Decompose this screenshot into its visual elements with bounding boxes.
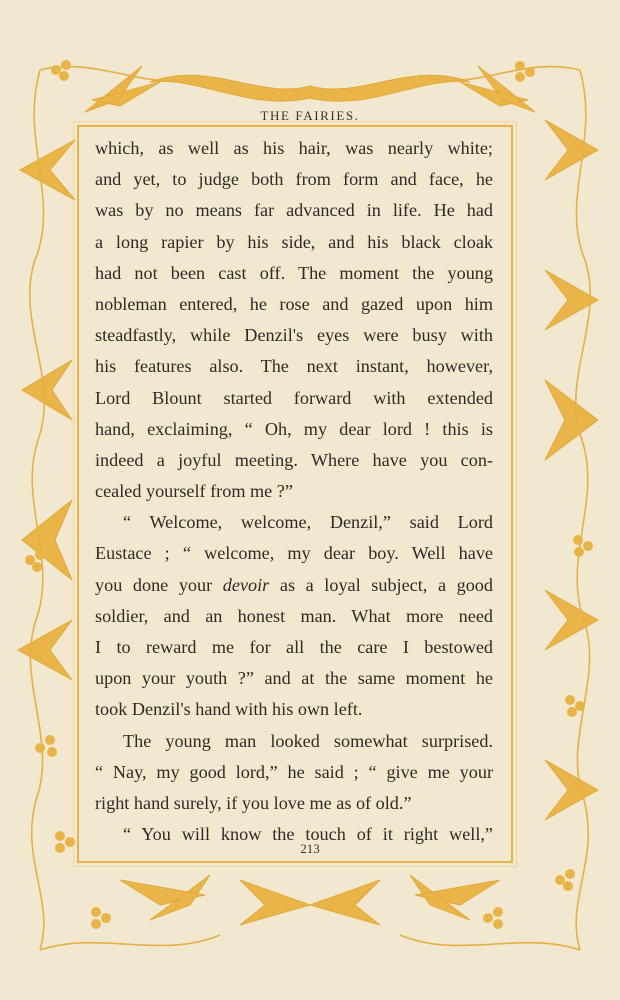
left-spike-ornament-middle <box>22 360 72 420</box>
text-line: I to reward me for all the care I bestowed <box>95 637 493 657</box>
left-spike-ornament-lower <box>18 500 72 680</box>
bottom-spike-ornament-center <box>240 880 380 925</box>
text-line: Lord Blount started forward with extended <box>95 387 493 408</box>
text-line: “ You will know the touch of it right well,” <box>123 824 493 845</box>
text-line: right hand surely, if you love me as of old.” <box>95 792 412 813</box>
text-line: and yet, to judge both from form and face, he <box>95 169 493 190</box>
text-line: which, as well as his hair, was nearly white; <box>95 138 493 158</box>
italic-word: devoir <box>222 574 270 595</box>
text-line: you done your devoir as a loyal subject, a good <box>95 574 493 595</box>
top-vine-ornament <box>40 67 580 81</box>
text-line: his features also. The next instant, however, <box>95 356 493 377</box>
text-line: was by no means far advanced in life. He had <box>95 200 493 221</box>
text-line: took Denzil's hand with his own left. <box>95 699 363 720</box>
text-line: hand, exclaiming, “ Oh, my dear lord ! this is <box>95 418 493 439</box>
text-line: indeed a joyful meeting. Where have you con- <box>95 449 493 470</box>
top-left-spike-ornament <box>85 66 160 112</box>
text-line: upon your youth ?” and at the same moment he <box>95 668 493 689</box>
text-line: a long rapier by his side, and his black cloak <box>95 231 493 252</box>
bottom-spike-ornament-left <box>120 875 210 920</box>
text-line: cealed yourself from me ?” <box>95 481 293 502</box>
top-swag-ornament <box>150 75 470 101</box>
text-line: steadfastly, while Denzil's eyes were busy with <box>95 325 493 346</box>
text-line: “ Welcome, welcome, Denzil,” said Lord <box>123 512 493 533</box>
text-line: had not been cast off. The moment the young <box>95 262 493 283</box>
page-number: 213 <box>300 841 320 856</box>
running-head: THE FAIRIES. <box>260 108 360 123</box>
left-vine-ornament <box>30 70 44 950</box>
top-right-spike-ornament <box>460 66 535 112</box>
body-text <box>95 133 493 850</box>
text-line: Eustace ; “ welcome, my dear boy. Well have <box>95 543 493 564</box>
right-spike-ornament-middle <box>545 380 598 460</box>
right-spike-ornament-lower <box>545 590 598 820</box>
text-line: soldier, and an honest man. What more need <box>95 605 493 626</box>
text-line: “ Nay, my good lord,” he said ; “ give me your <box>95 761 493 782</box>
text-line: nobleman entered, he rose and gazed upon him <box>95 293 493 314</box>
right-vine-ornament <box>576 70 590 950</box>
left-spike-ornament-upper <box>20 140 75 200</box>
text-line: The young man looked somewhat surprised. <box>123 730 493 751</box>
bottom-vine-ornament <box>40 935 580 950</box>
trefoil-ornament <box>51 65 61 75</box>
